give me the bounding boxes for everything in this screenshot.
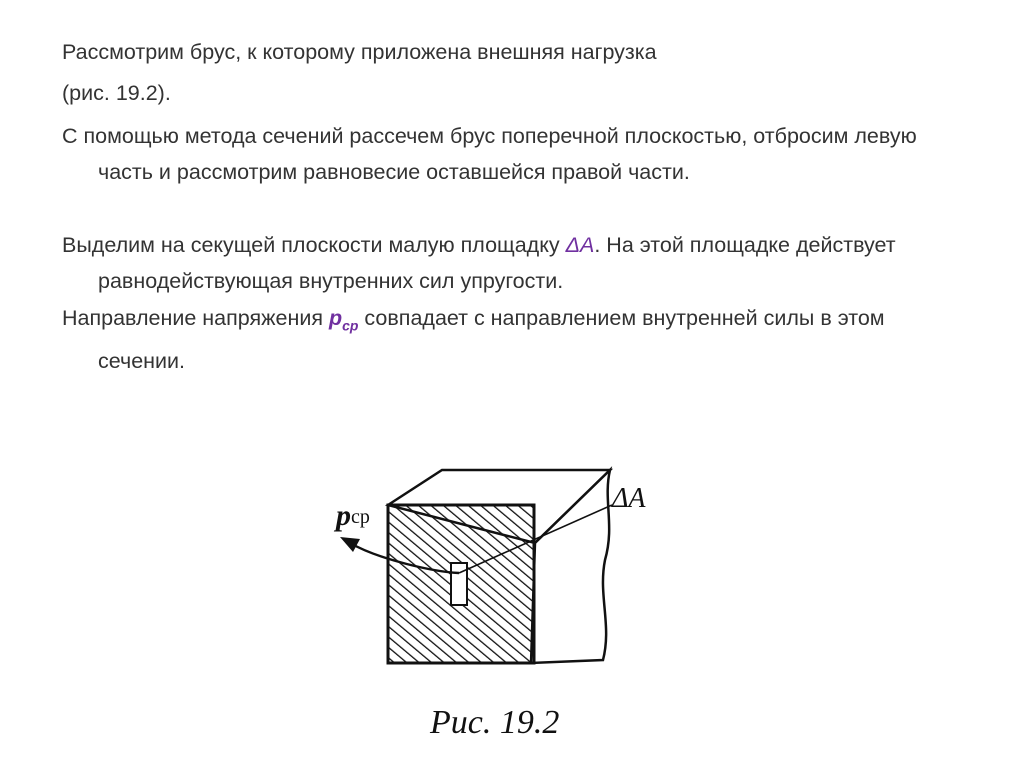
small-area-patch xyxy=(451,563,467,605)
area-symbol: ΔA xyxy=(565,233,595,257)
paragraph-section-method xyxy=(62,118,962,190)
stress-symbol-letter: p xyxy=(328,306,343,330)
paragraph-area xyxy=(62,227,962,299)
stress-symbol xyxy=(328,306,359,334)
paragraph-intro-line1: Рассмотрим брус, к которому приложена внешняя нагрузка xyxy=(62,40,657,64)
paragraph-intro xyxy=(62,34,962,70)
figure-caption: Рис. 19.2 xyxy=(430,704,560,741)
paragraph-intro-ref xyxy=(62,75,962,111)
area-label: ΔA xyxy=(612,483,646,514)
paragraph-stress-after: совпадает с направлением внутренней силы в этом сечении. xyxy=(98,306,885,374)
paragraph-stress-before: Направление напряжения xyxy=(62,306,329,330)
stress-symbol-subscript: ср xyxy=(342,317,359,334)
paragraph-stress xyxy=(62,300,962,379)
paragraph-section-method-text: С помощью метода сечений рассечем брус поперечной плоскостью, отбросим левую часть и рассмотрим равновесие оставшейся правой части. xyxy=(62,124,917,184)
paragraph-area-after: . На этой площадке действует равнодействующая внутренних сил упругости. xyxy=(98,233,896,293)
force-label: pср xyxy=(336,499,370,532)
stress-arrowhead xyxy=(340,537,360,552)
figure-beam-section xyxy=(320,455,700,755)
paragraph-area-before: Выделим на секущей плоскости малую площадку xyxy=(62,233,566,257)
paragraph-intro-line2: (рис. 19.2). xyxy=(62,81,171,105)
